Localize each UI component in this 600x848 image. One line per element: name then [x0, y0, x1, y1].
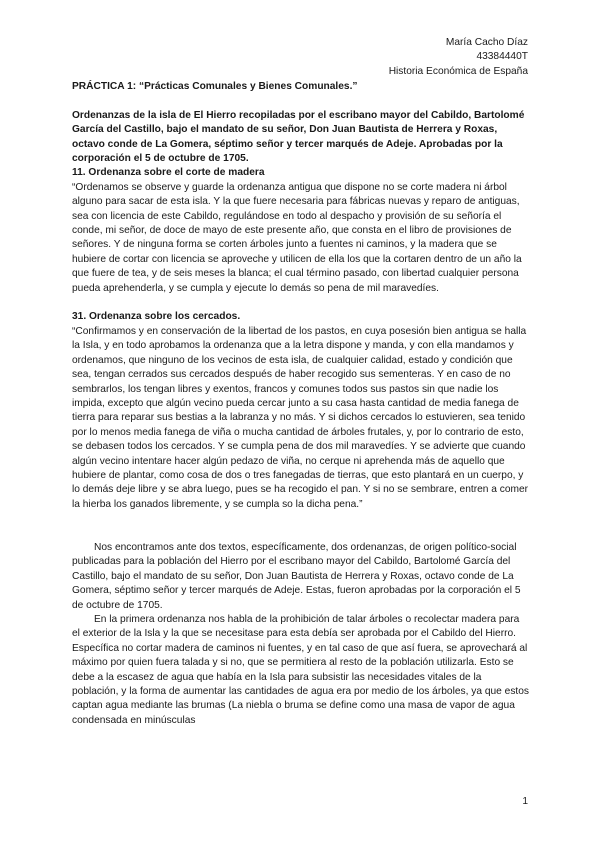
- ordinance-11-heading: 11. Ordenanza sobre el corte de madera: [72, 167, 265, 179]
- analysis-paragraph: En la primera ordenanza nos habla de la prohibición de talar árboles o recolectar madera para el exterior de la Isla y la que se necesitase para esta debía ser aprobada por el Cabildo del Hierro. Específica no cortar madera de caminos ni fuentes, y en tal caso de que así fuera, se aprovechará al máximo por quien fuera talada y si no, que se permitiera al resto de la población utilizarla. Esto se debe a la escasez de agua que había en la Isla para subsistir las necesidades vitales de la población, y la forma de aumentar las cantidades de agua era por medio de los árboles, ya que estos captan agua mediante las brumas (La niebla o bruma se define como una masa de vapor de agua condensada en minúsculas: [72, 613, 530, 726]
- document-body: [72, 80, 530, 728]
- ordinance-31-text: “Confirmamos y en conservación de la libertad de los pastos, en cuya posesión bien antigua se halla la Isla, y en todo aprobamos la ordenanza que a la letra dispone y manda, y con ella mandamos y ordenamos, que ninguno de los vecinos de esta isla, de cualquier calidad, estado y condición que sea, tengan cerrados sus cercados después de haber recogido sus sementeras. Y en caso de no sembrarlos, los tengan libres y exentos, francos y comunes todos sus pastos sin que nadie los impida, excepto que algún vecino pueda cercar junto a su casa hasta cantidad de media fanega de tierra para reparar sus bestias a la labranza y no más. Y si dichos cercados lo estuvieren, sea tenido por lo menos media fanega de viña o mucha cantidad de árboles frutales, y, por lo contrario de esto, se debasen todos los cercados. Y se cumpla pena de dos mil maravedíes. Y se advierte que cuando algún vecino intentare hacer algún pedazo de viña, no cerque ni aprehenda más de aquello que hubiere de plantar, como cosa de dos o tres fanegadas de tierras, que esto plantará en un cuerpo, y lo demás deje libre y se abra luego, pues se ha recogido el pan. Y si no se sembrare, entren a comer la hierba los ganados libremente, y se cumpla so la dicha pena.”: [72, 325, 529, 510]
- ordinance-31-heading: 31. Ordenanza sobre los cercados.: [72, 311, 241, 323]
- document-title: PRÁCTICA 1: “Prácticas Comunales y Bienes Comunales.”: [72, 81, 358, 92]
- intro-paragraph: Ordenanzas de la isla de El Hierro recopiladas por el escribano mayor del Cabildo, Bartolomé García del Castillo, bajo el mandato de su señor, Don Juan Bautista de Herrera y Roxas, octavo conde de La Gomera, séptimo señor y tercer marqués de Adeje. Aprobadas por la corporación el 5 de octubre de 1705.: [72, 109, 525, 165]
- analysis-paragraph: Nos encontramos ante dos textos, específicamente, dos ordenanzas, de origen político-social publicadas para la población del Hierro por el escribano mayor del Cabildo, Bartolomé García del Castillo, bajo el mandato de su señor, Don Juan Bautista de Herrera y Roxas, octavo conde de La Gomera, séptimo señor y tercer marqués de Adeje. Estas, fueron aprobadas por la corporación el 5 de octubre de 1705.: [72, 541, 521, 611]
- page-header: [389, 36, 528, 79]
- student-id: 43384440T: [476, 51, 528, 63]
- page-number: 1: [522, 796, 528, 807]
- course-name: Historia Económica de España: [388, 65, 528, 77]
- ordinance-11-text: “Ordenamos se observe y guarde la ordenanza antigua que dispone no se corte madera ni árbol alguno para sacar de esta isla. Y la que fuere necesaria para fábricas nuevas y reparo de antiguas, sea con licencia de este Cabildo, regulándose en todo al despacho y provisión de su señoría el conde, mi señor, de doce de mayo de este presente año, que consta en el libro de provisiones de señores. Y de ninguna forma se corten árboles junto a fuentes ni caminos, y la madera que se hubiere de cortar con licencia se aproveche y utilicen de ella los que la cortaren dentro de un año la que fuere de tea, y de seis meses la blanca; el cual término pasado, con libertad cualquier persona pueda aprehenderla, y se cumpla y ejecute lo demás so pena de mil maravedíes.: [72, 181, 522, 294]
- author-name: María Cacho Díaz: [445, 37, 528, 48]
